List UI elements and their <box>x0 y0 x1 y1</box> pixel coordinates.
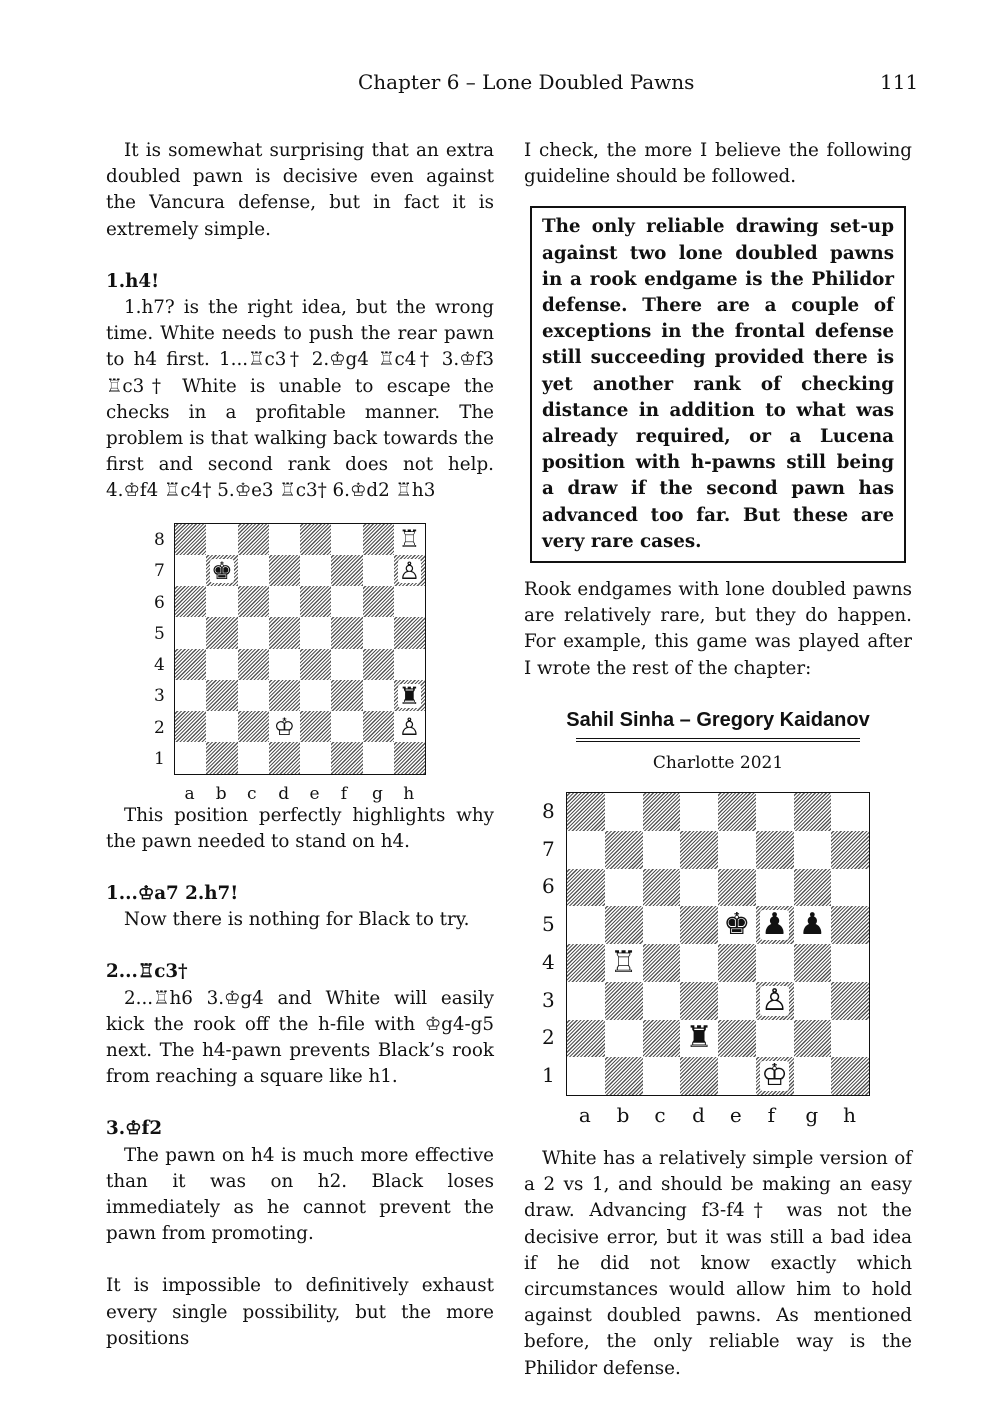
square-h8 <box>831 793 869 831</box>
square-g3 <box>363 680 394 711</box>
rank-label: 8 <box>154 530 165 551</box>
square-a1 <box>567 1057 605 1095</box>
square-g1 <box>794 1057 832 1095</box>
file-label: a <box>578 1103 591 1128</box>
paragraph: Now there is nothing for Black to try. <box>124 909 470 931</box>
square-g2 <box>794 1020 832 1058</box>
white-rook-icon: ♖ <box>610 944 638 980</box>
paragraph: The pawn on h4 is much more effective than it was on h2. Black loses immediately as he cannot prevent the pawn from promoting. <box>106 1144 494 1245</box>
square-e5 <box>300 617 331 648</box>
square-e1 <box>718 1057 756 1095</box>
rank-label: 1 <box>154 748 165 769</box>
guideline-box <box>530 206 906 563</box>
square-d4 <box>269 649 300 680</box>
rank-label: 5 <box>154 623 165 644</box>
file-label: b <box>616 1103 630 1128</box>
file-label: d <box>692 1103 705 1128</box>
square-c3 <box>238 680 269 711</box>
square-a8 <box>175 524 206 555</box>
square-g7 <box>363 555 394 586</box>
rank-label: 7 <box>542 836 555 861</box>
diagram-2 <box>524 776 912 1146</box>
square-b7 <box>206 555 237 586</box>
square-e7 <box>718 831 756 869</box>
white-king-icon: ♔ <box>761 1058 789 1094</box>
square-c8 <box>643 793 681 831</box>
square-c7 <box>643 831 681 869</box>
square-h8 <box>394 524 425 555</box>
square-g6 <box>794 869 832 907</box>
paragraph: Rook endgames with lone doubled pawns are relatively rare, but they do happen. For example, this game was played after I wrote the rest of the chapter: <box>524 579 912 679</box>
square-d4 <box>680 944 718 982</box>
square-b2 <box>206 711 237 742</box>
file-label: e <box>309 783 320 804</box>
square-g4 <box>794 944 832 982</box>
square-e8 <box>300 524 331 555</box>
rank-label: 2 <box>154 717 165 738</box>
paragraph: 1.h7? is the right idea, but the wrong time. White needs to push the rear pawn to h4 first. 1...♖c3† 2.♔g4 ♖c4† 3.♔f3 ♖c3† White is unable to escape the checks in a profitable manner. The problem is that walking back towards the first and second rank does not help. 4.♔f4 ♖c4† 5.♔e3 ♖c3† 6.♔d2 ♖h3 <box>106 297 494 502</box>
paragraph: It is somewhat surprising that an extra doubled pawn is decisive even against the Vancura defense, but in fact it is extremely simple. <box>106 140 494 240</box>
square-e5 <box>718 906 756 944</box>
square-b6 <box>605 869 643 907</box>
square-c3 <box>643 982 681 1020</box>
square-f4 <box>756 944 794 982</box>
square-g8 <box>794 793 832 831</box>
square-e1 <box>300 742 331 773</box>
square-a8 <box>567 793 605 831</box>
file-label: e <box>729 1103 742 1128</box>
square-f6 <box>756 869 794 907</box>
guideline-text: The only reliable drawing set-up against two lone doubled pawns in a rook endgame is the Philidor defense. There are a couple of exceptions in the frontal defense still succeeding provided there is yet another rank of checking distance in addition to what was already required, or a Lucena position with h-pawns still being a draw if the second pawn has advanced too far. But these are very rare cases. <box>542 216 894 552</box>
square-h3 <box>394 680 425 711</box>
square-c8 <box>238 524 269 555</box>
square-d8 <box>680 793 718 831</box>
square-c7 <box>238 555 269 586</box>
rank-label: 6 <box>154 592 165 613</box>
square-h7 <box>831 831 869 869</box>
square-b5 <box>605 906 643 944</box>
square-a3 <box>175 680 206 711</box>
rank-label: 3 <box>542 987 555 1012</box>
paragraph: This position perfectly highlights why the pawn needed to stand on h4. <box>106 804 494 852</box>
square-d6 <box>269 586 300 617</box>
move-heading: 1.h4! <box>106 270 160 292</box>
square-c4 <box>238 649 269 680</box>
white-pawn-icon: ♙ <box>398 712 421 741</box>
square-a1 <box>175 742 206 773</box>
rank-label: 3 <box>154 686 165 707</box>
file-label: f <box>767 1103 776 1128</box>
move-heading: 3.♔f2 <box>106 1118 163 1140</box>
move-heading: 2...♖c3† <box>106 961 188 983</box>
file-label: a <box>184 783 195 804</box>
square-f7 <box>331 555 362 586</box>
square-b7 <box>605 831 643 869</box>
page-number: 111 <box>880 70 919 94</box>
square-f1 <box>756 1057 794 1095</box>
square-f5 <box>331 617 362 648</box>
square-h7 <box>394 555 425 586</box>
chapter-title: Chapter 6 – Lone Doubled Pawns <box>358 70 695 94</box>
square-b1 <box>605 1057 643 1095</box>
square-e3 <box>300 680 331 711</box>
square-e2 <box>718 1020 756 1058</box>
square-h2 <box>394 711 425 742</box>
left-column <box>106 138 494 1352</box>
file-label: g <box>805 1103 819 1128</box>
square-b8 <box>206 524 237 555</box>
square-h2 <box>831 1020 869 1058</box>
chessboard <box>174 523 426 775</box>
square-f5 <box>756 906 794 944</box>
square-a3 <box>567 982 605 1020</box>
square-e6 <box>300 586 331 617</box>
square-d8 <box>269 524 300 555</box>
rank-label: 8 <box>542 798 555 823</box>
square-b8 <box>605 793 643 831</box>
right-column <box>524 138 912 1382</box>
square-f8 <box>331 524 362 555</box>
square-h6 <box>831 869 869 907</box>
rank-label: 4 <box>154 655 165 676</box>
square-d7 <box>680 831 718 869</box>
square-g1 <box>363 742 394 773</box>
page-header <box>0 70 1000 98</box>
square-c2 <box>238 711 269 742</box>
square-b3 <box>206 680 237 711</box>
square-h3 <box>831 982 869 1020</box>
square-f1 <box>331 742 362 773</box>
square-g8 <box>363 524 394 555</box>
rank-label: 6 <box>542 874 555 899</box>
paragraph: White has a relatively simple version of a 2 vs 1, and should be making an easy draw. Advancing f3-f4† was not the decisive error, but it was still a bad idea if he did not know exactly which circumstances would allow him to hold against doubled pawns. As mentioned before, the only reliable way is the Philidor defense. <box>524 1148 912 1379</box>
square-f8 <box>756 793 794 831</box>
square-f4 <box>331 649 362 680</box>
square-g7 <box>794 831 832 869</box>
square-f2 <box>756 1020 794 1058</box>
square-f3 <box>756 982 794 1020</box>
square-g5 <box>794 906 832 944</box>
square-b1 <box>206 742 237 773</box>
square-h1 <box>394 742 425 773</box>
square-a6 <box>175 586 206 617</box>
square-d5 <box>269 617 300 648</box>
file-label: b <box>215 783 227 804</box>
file-label: c <box>654 1103 666 1128</box>
square-h4 <box>831 944 869 982</box>
square-g2 <box>363 711 394 742</box>
black-rook-icon: ♜ <box>398 681 421 710</box>
square-g4 <box>363 649 394 680</box>
black-rook-icon: ♜ <box>685 1020 713 1056</box>
square-a7 <box>567 831 605 869</box>
square-a6 <box>567 869 605 907</box>
square-d1 <box>680 1057 718 1095</box>
rank-label: 7 <box>154 561 165 582</box>
file-label: h <box>403 783 415 804</box>
square-a2 <box>175 711 206 742</box>
square-b3 <box>605 982 643 1020</box>
square-h5 <box>394 617 425 648</box>
black-pawn-icon: ♟ <box>761 907 789 943</box>
square-h4 <box>394 649 425 680</box>
square-d6 <box>680 869 718 907</box>
square-e4 <box>300 649 331 680</box>
square-g6 <box>363 586 394 617</box>
square-e2 <box>300 711 331 742</box>
square-d2 <box>269 711 300 742</box>
square-c2 <box>643 1020 681 1058</box>
rank-label: 5 <box>542 912 555 937</box>
square-e6 <box>718 869 756 907</box>
title-underline <box>576 738 860 742</box>
paragraph: I check, the more I believe the following guideline should be followed. <box>524 140 912 188</box>
paragraph: It is impossible to definitively exhaust every single possibility, but the more positions <box>106 1275 494 1349</box>
square-a5 <box>567 906 605 944</box>
black-pawn-icon: ♟ <box>798 907 826 943</box>
square-c5 <box>643 906 681 944</box>
square-a4 <box>175 649 206 680</box>
square-d2 <box>680 1020 718 1058</box>
square-f6 <box>331 586 362 617</box>
square-a2 <box>567 1020 605 1058</box>
square-b5 <box>206 617 237 648</box>
square-f3 <box>331 680 362 711</box>
square-h6 <box>394 586 425 617</box>
square-c1 <box>238 742 269 773</box>
move-heading: 1...♔a7 2.h7! <box>106 883 239 905</box>
square-c1 <box>643 1057 681 1095</box>
square-f2 <box>331 711 362 742</box>
square-e8 <box>718 793 756 831</box>
white-king-icon: ♔ <box>273 712 296 741</box>
square-d7 <box>269 555 300 586</box>
rank-label: 1 <box>542 1063 555 1088</box>
square-b4 <box>605 944 643 982</box>
black-king-icon: ♚ <box>211 556 233 585</box>
game-event: Charlotte 2021 <box>652 752 784 773</box>
black-king-icon: ♚ <box>723 907 751 943</box>
square-e7 <box>300 555 331 586</box>
square-g3 <box>794 982 832 1020</box>
square-a5 <box>175 617 206 648</box>
square-g5 <box>363 617 394 648</box>
square-h1 <box>831 1057 869 1095</box>
square-e3 <box>718 982 756 1020</box>
square-b2 <box>605 1020 643 1058</box>
white-pawn-icon: ♙ <box>761 982 789 1018</box>
square-d3 <box>269 680 300 711</box>
file-label: c <box>247 783 257 804</box>
rank-label: 4 <box>542 949 555 974</box>
square-d3 <box>680 982 718 1020</box>
square-c6 <box>238 586 269 617</box>
game-title: Sahil Sinha – Gregory Kaidanov <box>566 708 870 731</box>
paragraph: 2...♖h6 3.♔g4 and White will easily kick the rook off the h-file with ♔g4-g5 next. The h4-pawn prevents Black’s rook from reaching a square like h1. <box>106 987 494 1088</box>
file-label: f <box>340 783 348 804</box>
rank-label: 2 <box>542 1025 555 1050</box>
square-d1 <box>269 742 300 773</box>
square-a7 <box>175 555 206 586</box>
square-f7 <box>756 831 794 869</box>
square-c5 <box>238 617 269 648</box>
file-label: h <box>843 1103 857 1128</box>
square-h5 <box>831 906 869 944</box>
white-pawn-icon: ♙ <box>398 556 421 585</box>
chessboard <box>566 792 870 1096</box>
square-b6 <box>206 586 237 617</box>
white-rook-icon: ♖ <box>398 525 421 554</box>
square-c6 <box>643 869 681 907</box>
file-label: d <box>278 783 290 804</box>
square-b4 <box>206 649 237 680</box>
square-c4 <box>643 944 681 982</box>
square-d5 <box>680 906 718 944</box>
file-label: g <box>372 783 383 804</box>
square-a4 <box>567 944 605 982</box>
diagram-1 <box>106 505 494 803</box>
square-e4 <box>718 944 756 982</box>
